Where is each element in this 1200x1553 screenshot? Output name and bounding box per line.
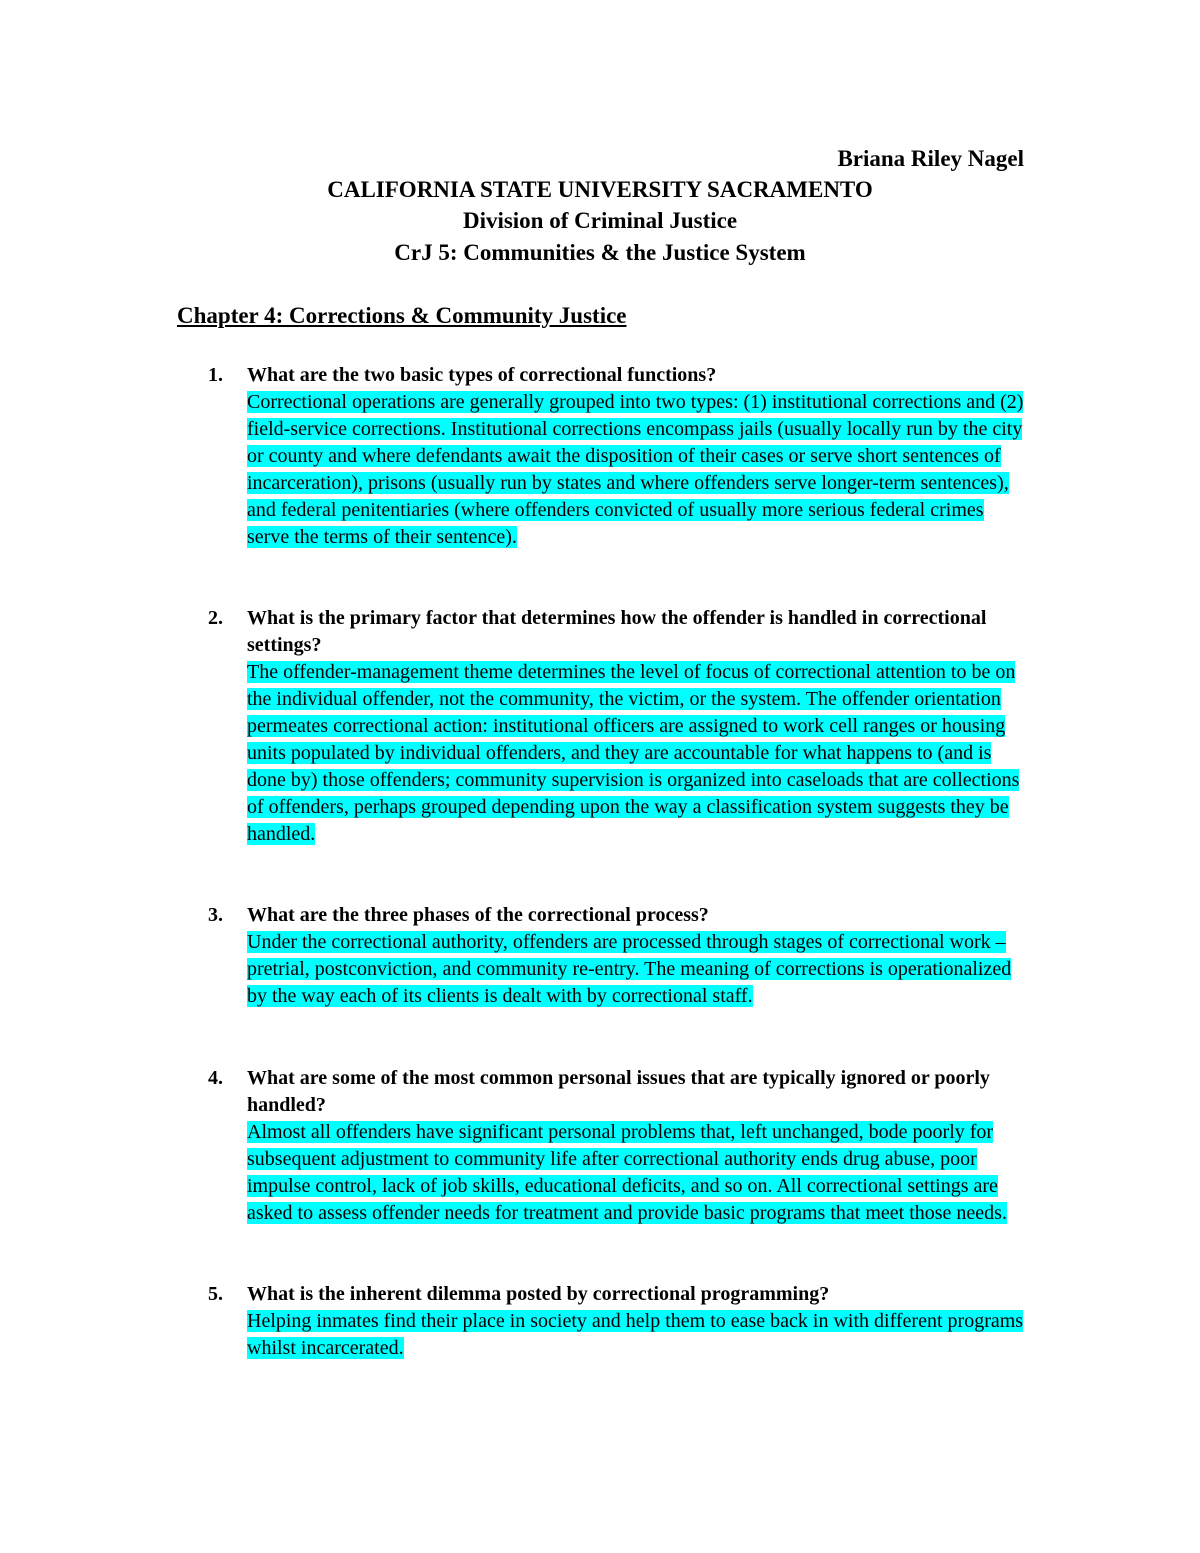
question-item-1: [208, 362, 1028, 551]
question-text: What are some of the most common personal issues that are typically ignored or poorly handled?: [247, 1067, 990, 1116]
question-text: What are the three phases of the correctional process?: [247, 904, 709, 926]
author-name: Briana Riley Nagel: [837, 146, 1024, 171]
answer-block: [247, 929, 1028, 1010]
question-text: What is the inherent dilemma posted by correctional programming?: [247, 1283, 830, 1305]
course-title: CrJ 5: Communities & the Justice System: [394, 240, 806, 265]
question-item-5: [208, 1281, 1028, 1362]
question-number: 1.: [208, 364, 223, 386]
question-item-3: [208, 902, 1028, 1010]
question-number: 2.: [208, 607, 223, 629]
question-number: 5.: [208, 1283, 223, 1305]
question-item-2: [208, 605, 1028, 848]
answer-block: [247, 1119, 1028, 1227]
highlighted-answer-text: Helping inmates find their place in society and help them to ease back in with different programs whilst incarcerated.: [247, 1310, 1024, 1359]
highlighted-answer-text: Almost all offenders have significant personal problems that, left unchanged, bode poorly for subsequent adjustment to community life after correctional authority ends drug abuse, poor impulse control, lack of job skills, educational deficits, and so on. All correctional settings are asked to assess offender needs for treatment and provide basic programs that meet those needs.: [247, 1121, 1007, 1224]
university-name: CALIFORNIA STATE UNIVERSITY SACRAMENTO: [327, 177, 873, 202]
question-text: What are the two basic types of correctional functions?: [247, 364, 717, 386]
highlighted-answer-text: Correctional operations are generally grouped into two types: (1) institutional corrections and (2) field-service corrections. Institutional corrections encompass jails (usually locally run by the city or county and where defendants await the disposition of their cases or serve short sentences of incarceration), prisons (usually run by states and where offenders serve longer-term sentences), and federal penitentiaries (where offenders convicted of usually more serious federal crimes serve the terms of their sentence).: [247, 391, 1024, 548]
answer-block: [247, 659, 1028, 848]
division-name: Division of Criminal Justice: [462, 208, 738, 233]
highlighted-answer-text: The offender-management theme determines the level of focus of correctional attention to be on the individual offender, not the community, the victim, or the system. The offender orientation permeates correctional action: institutional officers are assigned to work cell ranges or housing units populated by individual offenders, and they are accountable for what happens to (and is done by) those offenders; community supervision is organized into caseloads that are collections of offenders, perhaps grouped depending upon the way a classification system suggests they be handled.: [247, 661, 1020, 845]
question-text: What is the primary factor that determines how the offender is handled in correctional settings?: [247, 607, 987, 656]
answer-block: [247, 389, 1028, 551]
question-number: 4.: [208, 1067, 223, 1089]
chapter-title: Chapter 4: Corrections & Community Justice: [177, 303, 627, 328]
highlighted-answer-text: Under the correctional authority, offenders are processed through stages of correctional work – pretrial, postconviction, and community re-entry. The meaning of corrections is operationalized by the way each of its clients is dealt with by correctional staff.: [247, 931, 1012, 1007]
question-number: 3.: [208, 904, 223, 926]
answer-block: [247, 1308, 1028, 1362]
question-item-4: [208, 1065, 1028, 1227]
